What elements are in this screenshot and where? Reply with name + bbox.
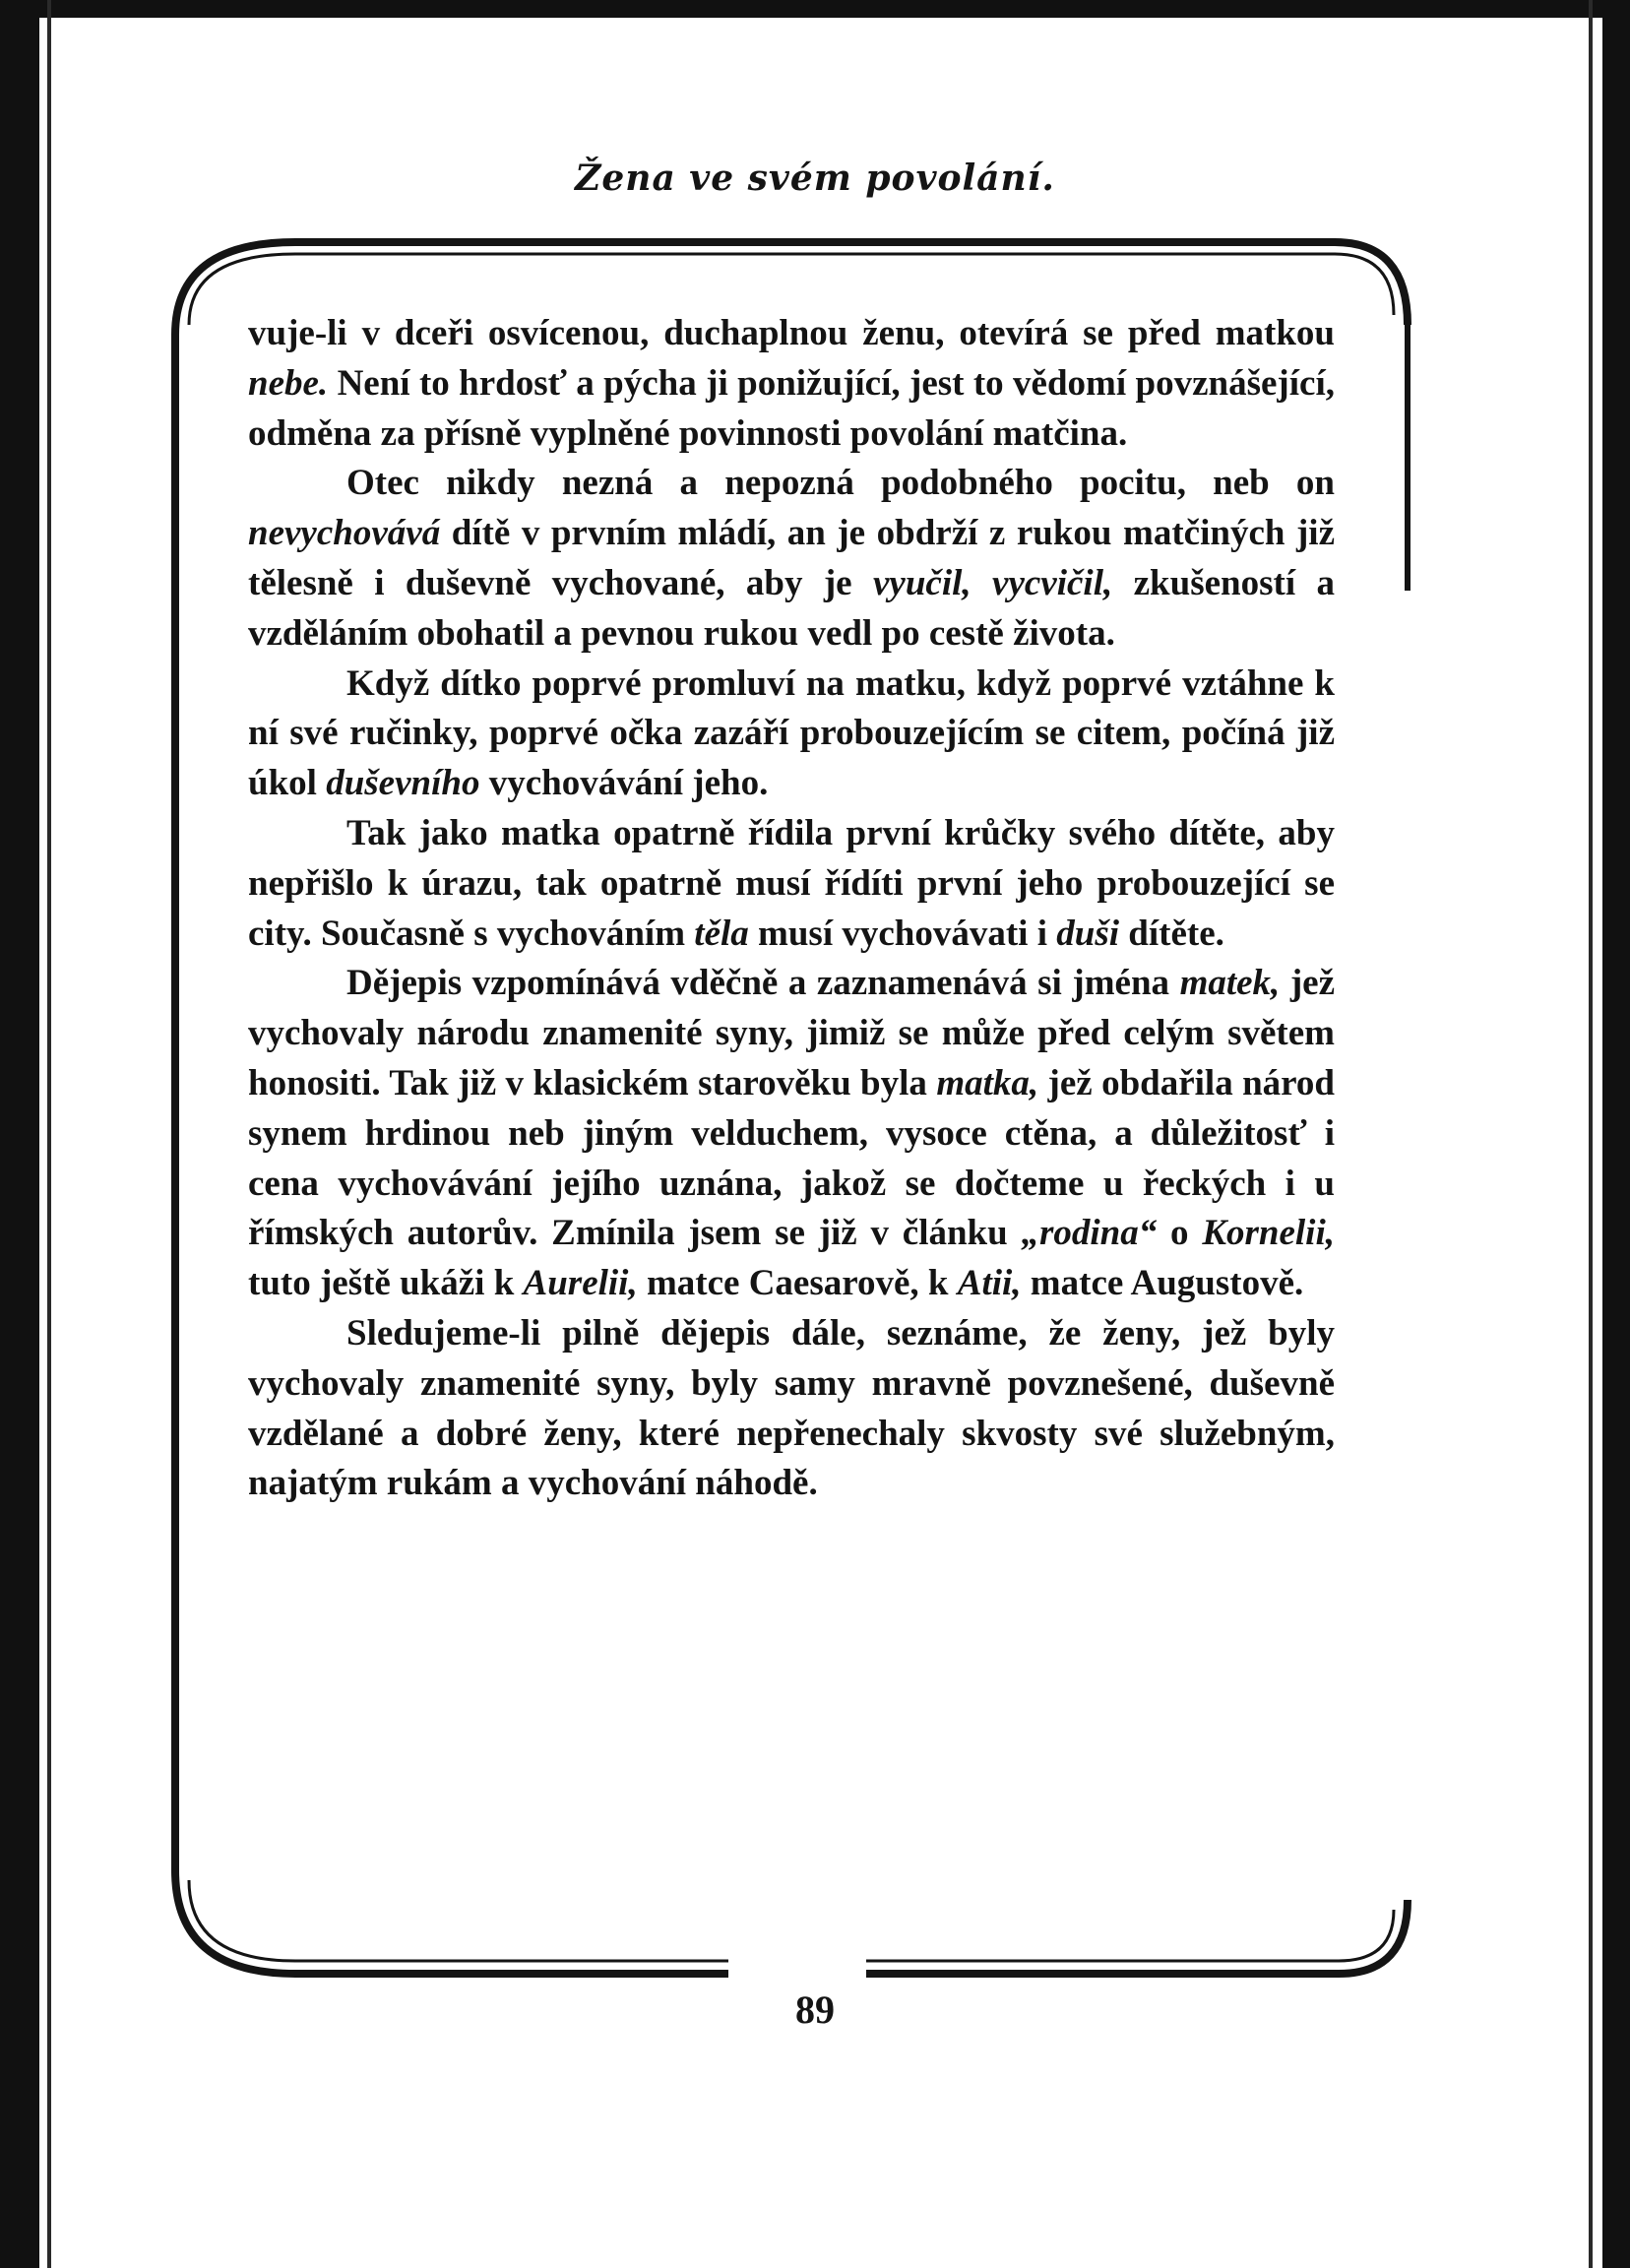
frame-bottom-right-rule [866, 1900, 1408, 1974]
text-run: vychovávání jeho. [479, 763, 769, 804]
paragraph [248, 809, 1335, 959]
text-run: jež vychovaly národu znamenité syny, jimiž se může před celým světem honositi. Tak již v klasickém starověku byla [248, 963, 1335, 1103]
text-run: vuje-li v dceři osvícenou, duchaplnou ženu, otevírá se před matkou [248, 313, 1335, 353]
emphasized-text: duši [1056, 913, 1120, 954]
emphasized-text: Atii, [957, 1263, 1022, 1304]
text-run: Není to hrdosť a pýcha ji ponižující, jest to vědomí povznášející, odměna za přísně vyplněné povinnosti povolání matčina. [248, 362, 1335, 454]
text-run: jež obdařila národ synem hrdinou neb jiným velduchem, vysoce ctěna, a důležitosť i cena vychovávání jejího uznána, jakož se dočteme u řeckých i u římských autorův. Zmínila jsem se již v článku [248, 1062, 1335, 1254]
emphasized-text: Kornelii, [1202, 1213, 1335, 1254]
text-run: dítěte. [1119, 913, 1224, 954]
emphasized-text: nevychovává [248, 513, 441, 554]
emphasized-text: Aurelii, [523, 1263, 638, 1304]
running-head: Žena ve svém povolání. [575, 158, 1055, 199]
page-number: 89 [795, 1987, 835, 2032]
text-run: matce Caesarově, k [637, 1263, 958, 1304]
paragraph [248, 459, 1335, 659]
text-run: Tak jako matka opatrně řídila první krůčky svého dítěte, aby nepřišlo k úrazu, tak opatrně musí řídíti první jeho probouzející se city. Současně s vychováním [248, 812, 1335, 954]
emphasized-text: nebe. [248, 362, 329, 404]
emphasized-text: matka, [936, 1062, 1039, 1103]
emphasized-text: matek, [1179, 963, 1281, 1004]
body-text [248, 309, 1335, 1509]
text-run: tuto ještě ukáži k [248, 1263, 524, 1304]
paragraph [248, 309, 1335, 459]
text-run: matce Augustově. [1021, 1263, 1304, 1304]
text-run: musí vychovávati i [748, 913, 1057, 954]
emphasized-text: těla [694, 913, 749, 954]
emphasized-text: vyučil, vycvičil, [873, 562, 1113, 603]
paragraph [248, 1309, 1335, 1509]
emphasized-text: „rodina“ [1021, 1213, 1158, 1254]
frame-bottom-right-inner-rule [866, 1910, 1394, 1961]
text-run: o [1157, 1213, 1203, 1254]
emphasized-text: duševního [326, 763, 480, 804]
text-run: Když dítko poprvé promluví na matku, když poprvé vztáhne k ní své ručinky, poprvé očka zazáří probouzejícím se citem, počíná již úkol [248, 662, 1335, 804]
text-run: dítě v prvním mládí, an je obdrží z rukou matčiných již tělesně i duševně vychované, aby je [248, 513, 1335, 603]
text-run: Sledujeme-li pilně dějepis dále, seznáme, že ženy, jež byly vychovaly znamenité syny, byly samy mravně povznešené, duševně vzdělané a dobré ženy, které nepřenechaly skvosty své služebným, najatým rukám a vychování náhodě. [248, 1312, 1335, 1504]
frame-bottom-left-inner-rule [189, 1880, 728, 1961]
text-run: zkušeností a vzděláním obohatil a pevnou rukou vedl po cestě života. [248, 562, 1335, 654]
paragraph [248, 660, 1335, 809]
text-run: Otec nikdy nezná a nepozná podobného pocitu, neb on [346, 463, 1335, 504]
text-run: Dějepis vzpomínává vděčně a zaznamenává si jména [346, 963, 1180, 1004]
paragraph [248, 959, 1335, 1309]
